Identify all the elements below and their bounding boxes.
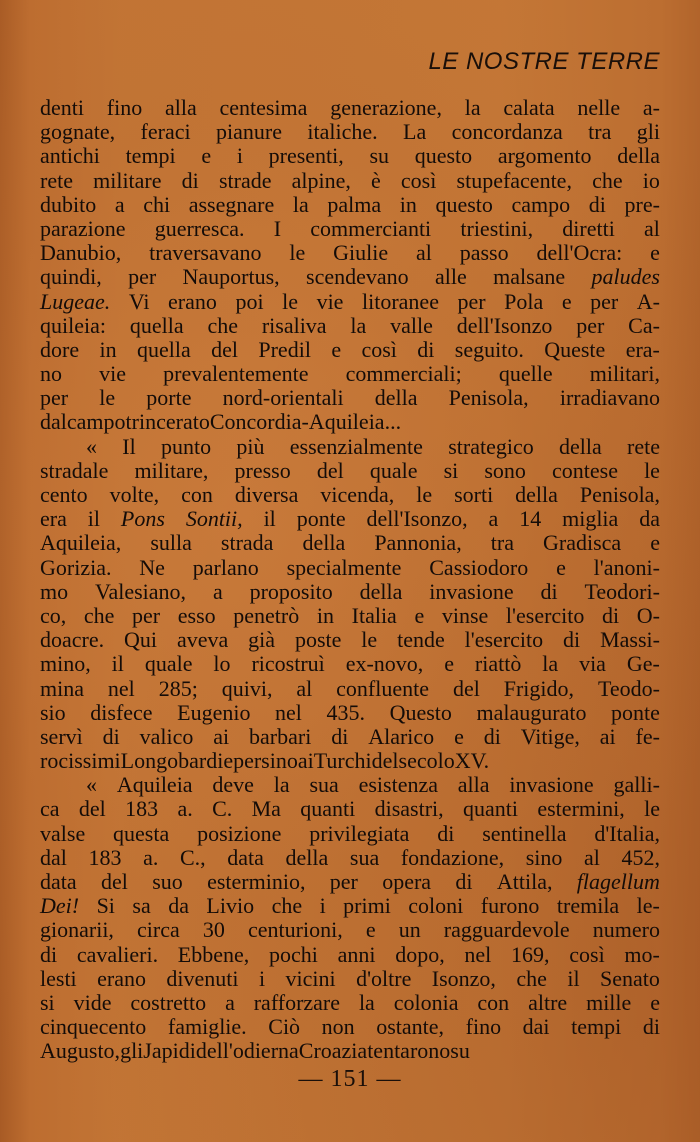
text-line: sio disfece Eugenio nel 435. Questo malaugurato ponte: [40, 699, 660, 725]
text-line: quileia: quella che risaliva la valle dell'Isonzo per Ca-: [40, 312, 660, 338]
text-line: dubito a chi assegnare la palma in questo campo di pre-: [40, 191, 660, 217]
text-line: di cavalieri. Ebbene, pochi anni dopo, nel 169, così mo-: [40, 941, 660, 967]
text-line: parazione guerresca. I commercianti triestini, diretti al: [40, 215, 660, 241]
text-line: Danubio, traversavano le Giulie al passo dell'Ocra: e: [40, 240, 660, 266]
body-text: [40, 96, 660, 1064]
text-line: no vie prevalentemente commerciali; quelle militari,: [40, 361, 660, 387]
running-head: LE NOSTRE TERRE: [428, 48, 660, 75]
paragraph: [40, 96, 660, 435]
text-line: servì di valico ai barbari di Alarico e di Vitige, ai fe-: [40, 723, 660, 749]
text-line: mina nel 285; quivi, al confluente del Frigido, Teodo-: [40, 675, 660, 701]
text-line: antichi tempi e i presenti, su questo argomento della: [40, 143, 660, 169]
text-line: dal 183 a. C., data della sua fondazione, sino al 452,: [40, 844, 660, 870]
text-line: era il Pons Sontii, il ponte dell'Isonzo, a 14 miglia da: [40, 506, 660, 532]
text-line: rete militare di strade alpine, è così stupefacente, che io: [40, 167, 660, 193]
text-line: « Il punto più essenzialmente strategico della rete: [86, 433, 660, 459]
text-line: mo Valesiano, a proposito della invasione di Teodori-: [40, 578, 660, 604]
text-line: valse questa posizione privilegiata di sentinella d'Italia,: [40, 820, 660, 846]
text-line: lesti erano divenuti i vicini d'oltre Isonzo, che il Senato: [40, 965, 660, 991]
text-line: « Aquileia deve la sua esistenza alla invasione galli-: [86, 772, 660, 798]
paragraph: [40, 773, 660, 1063]
text-line: mino, il quale lo ricostruì ex-novo, e riattò la via Ge-: [40, 651, 660, 677]
text-line: doacre. Qui aveva già poste le tende l'esercito di Massi-: [40, 627, 660, 653]
text-line: dal campo trincerato Concordia-Aquileia...: [40, 409, 402, 435]
text-line: Gorizia. Ne parlano specialmente Cassiodoro e l'anoni-: [40, 554, 660, 580]
text-line: gognate, feraci pianure italiche. La concordanza tra gli: [40, 119, 660, 145]
text-line: cento volte, con diversa vicenda, le sorti della Penisola,: [40, 482, 660, 507]
text-line: data del suo esterminio, per opera di Attila, flagellum: [40, 869, 660, 894]
paragraph: [40, 435, 660, 774]
text-line: per le porte nord-orientali della Penisola, irradiavano: [40, 385, 660, 411]
text-line: Lugeae. Vi erano poi le vie litoranee per Pola e per A-: [40, 288, 660, 314]
text-line: Augusto, gli Japidi dell'odierna Croazia tentarono su: [40, 1038, 470, 1064]
text-line: stradale militare, presso del quale si sono contese le: [40, 457, 660, 483]
text-line: cinquecento famiglie. Ciò non ostante, fino dai tempi di: [40, 1014, 660, 1040]
text-line: ca del 183 a. C. Ma quanti disastri, quanti estermini, le: [40, 796, 660, 822]
page-number: — 151 —: [298, 1066, 402, 1092]
text-line: denti fino alla centesima generazione, la calata nelle a-: [40, 95, 660, 120]
text-line: Dei! Si sa da Livio che i primi coloni furono tremila le-: [40, 893, 660, 919]
text-line: dore in quella del Predil e così di seguito. Queste era-: [40, 336, 660, 362]
text-line: rocissimi Longobardi e persino ai Turchi del secolo XV.: [40, 748, 490, 774]
text-line: Aquileia, sulla strada della Pannonia, tra Gradisca e: [40, 530, 660, 556]
text-line: co, che per esso penetrò in Italia e vinse l'esercito di O-: [40, 602, 660, 628]
text-line: gionarii, circa 30 centurioni, e un ragguardevole numero: [40, 917, 660, 943]
text-line: quindi, per Nauportus, scendevano alle malsane paludes: [40, 264, 660, 290]
text-line: si vide costretto a rafforzare la colonia con altre mille e: [40, 989, 660, 1015]
